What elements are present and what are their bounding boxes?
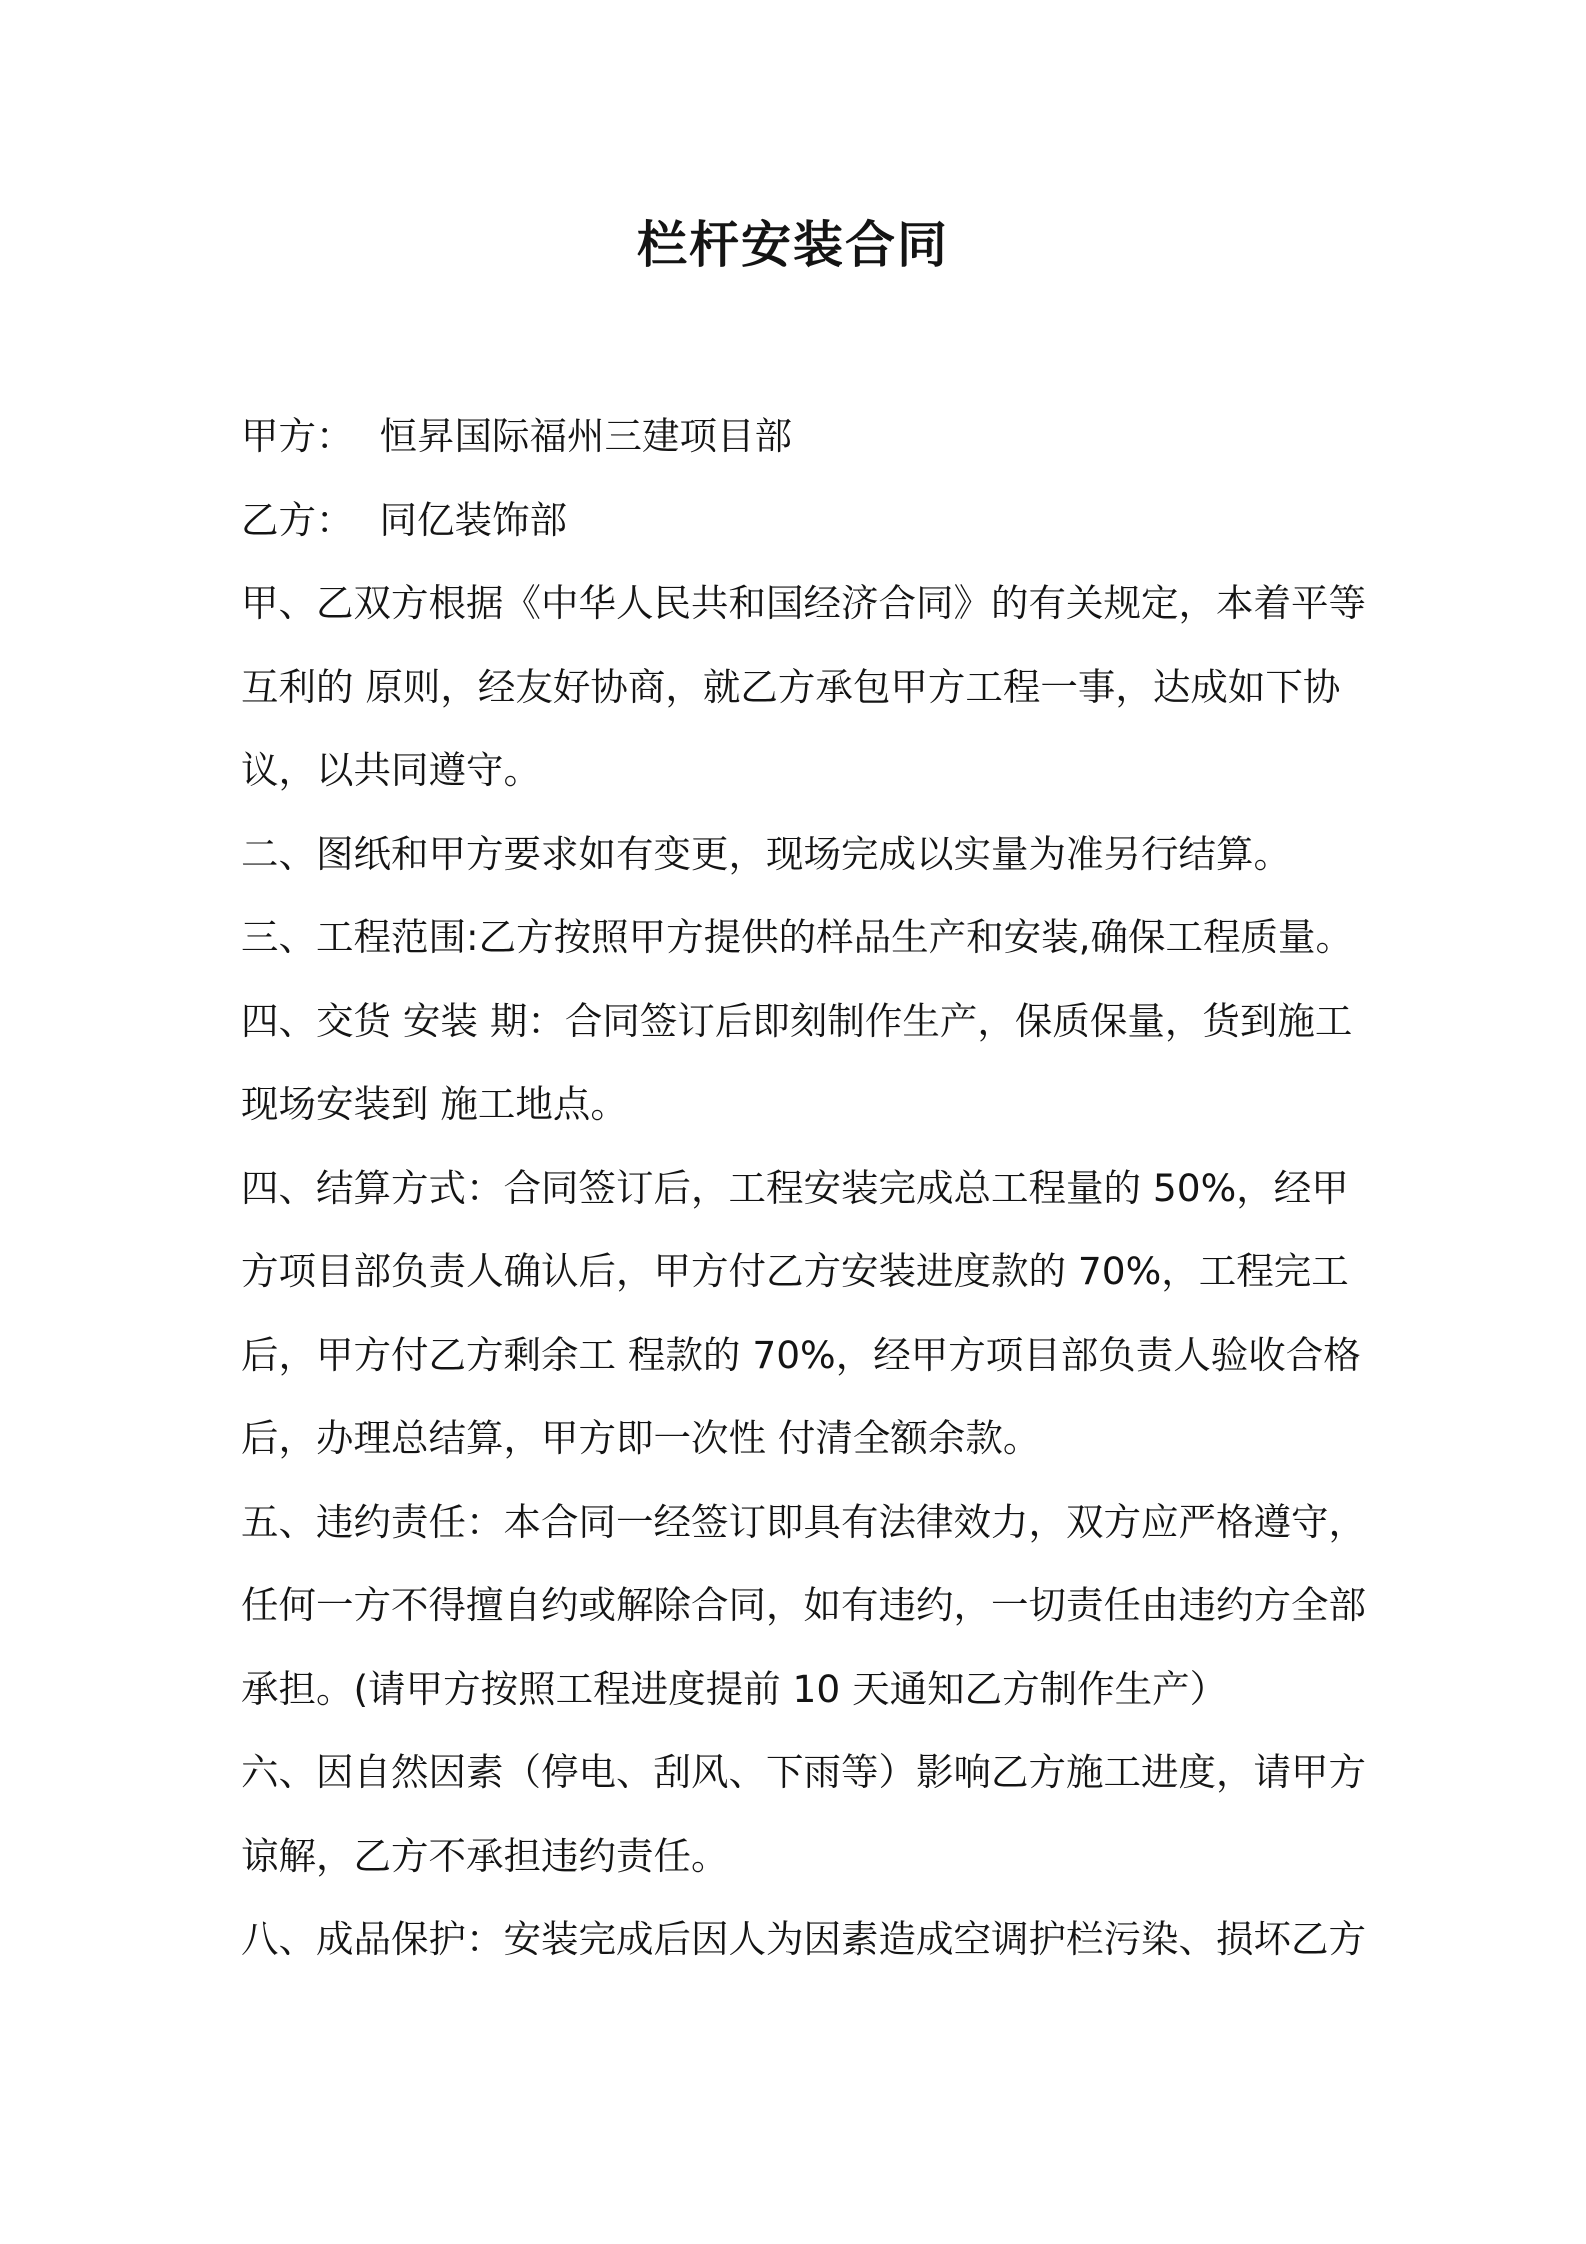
text-line: 任何一方不得擅自约或解除合同，如有违约，一切责任由违约方全部 [241,1583,1366,1627]
contract-body [241,395,1366,1982]
party-a-line [241,395,1349,479]
text-line: 五、违约责任：本合同一经签订即具有法律效力，双方应严格遵守， [241,1499,1366,1544]
text-line: 议，以共同遵守。 [241,748,541,792]
party-b-line [241,479,1349,563]
party-b-label: 乙方： [241,497,354,542]
document-title: 栏杆安装合同 [637,216,949,274]
text-line: 八、成品保护：安装完成后因人为因素造成空调护栏污染、损坏乙方 [241,1917,1366,1961]
party-a-label: 甲方： [241,414,354,458]
text-line: 后，甲方付乙方剩余工 程款的 70%，经甲方项目部负责人验收合格 [241,1332,1361,1377]
text-line: 四、交货 安装 期：合同签订后即刻制作生产，保质保量，货到施工 [241,998,1353,1043]
party-b-name: 同亿装饰部 [379,497,567,542]
text-line: 互利的 原则，经友好协商，就乙方承包甲方工程一事，达成如下协 [241,664,1341,709]
text-line: 四、结算方式：合同签订后，工程安装完成总工程量的 50%，经甲 [241,1165,1349,1210]
text-line: 六、因自然因素（停电、刮风、下雨等）影响乙方施工进度，请甲方 [241,1750,1366,1794]
text-line: 后，办理总结算，甲方即一次性 付清全额余款。 [241,1416,1041,1460]
text-line: 现场安装到 施工地点。 [241,1082,628,1126]
text-line: 甲、乙双方根据《中华人民共和国经济合同》的有关规定，本着平等 [241,581,1366,625]
text-line: 谅解，乙方不承担违约责任。 [241,1833,729,1878]
party-a-name: 恒昇国际福州三建项目部 [379,414,792,458]
text-line: 三、工程范围:乙方按照甲方提供的样品生产和安装,确保工程质量。 [241,915,1354,959]
text-line: 二、图纸和甲方要求如有变更，现场完成以实量为准另行结算。 [241,831,1291,876]
text-line: 承担。(请甲方按照工程进度提前 10 天通知乙方制作生产） [241,1666,1228,1711]
text-line: 方项目部负责人确认后，甲方付乙方安装进度款的 70%，工程完工 [241,1249,1349,1293]
